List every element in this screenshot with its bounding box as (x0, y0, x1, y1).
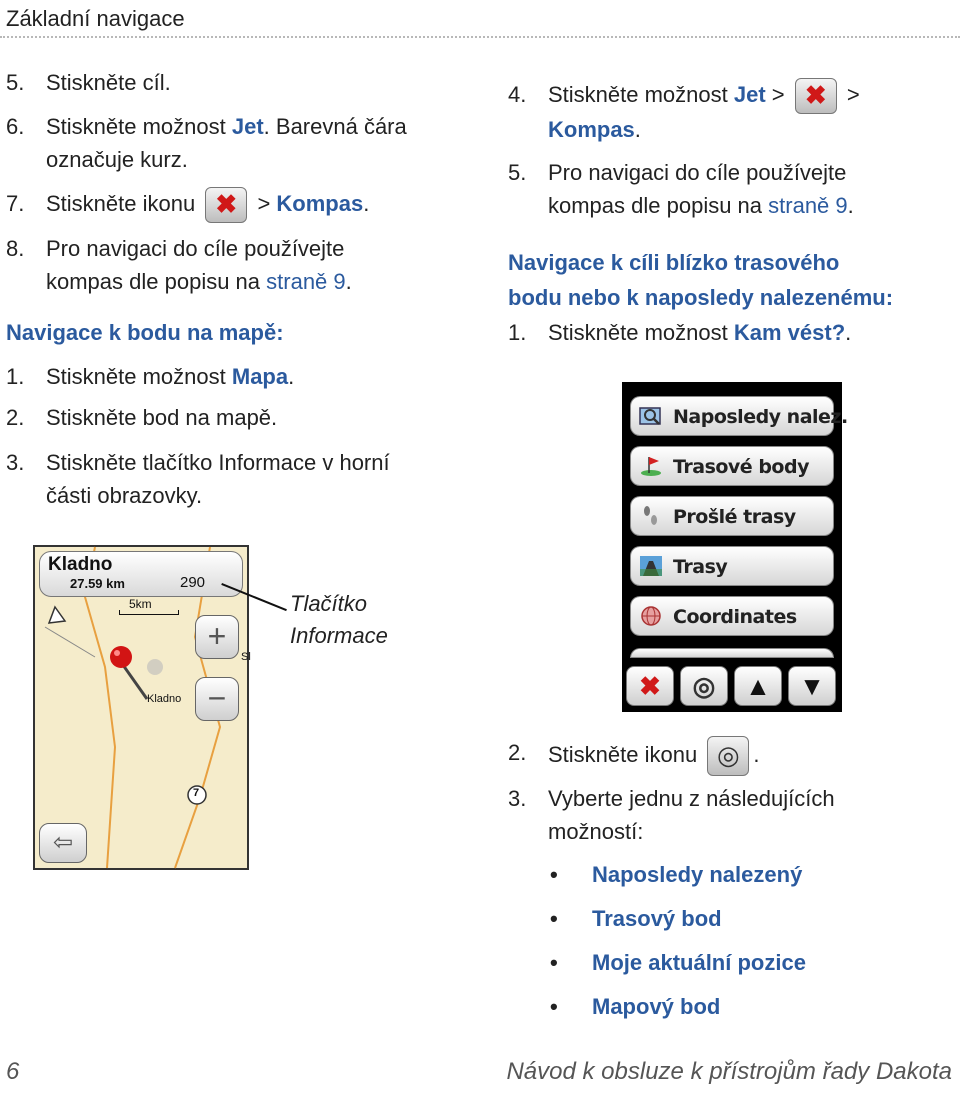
step-5: 5. Stiskněte cíl. (6, 70, 171, 95)
arrow-down-icon[interactable]: ▼ (788, 666, 836, 706)
road-number: 7 (193, 787, 200, 799)
menu-item-coordinates[interactable]: Coordinates (630, 596, 834, 636)
option-bullet: • Trasový bod (550, 906, 722, 931)
section-heading-waypoint: Navigace k cíli blízko trasového (508, 250, 840, 275)
info-button[interactable] (39, 551, 243, 597)
footprints-icon (639, 505, 663, 527)
close-icon: ✖ (795, 78, 837, 114)
device-menu-screenshot (622, 382, 848, 712)
menu-item-recent-finds[interactable]: Naposledy nalez. (630, 396, 834, 436)
step-1-map: 1. Stiskněte možnost Mapa. (6, 364, 295, 389)
page-9-link[interactable]: straně 9 (266, 269, 346, 294)
step-3-right-cont: možností: (548, 819, 644, 844)
step-3-map: 3. Stiskněte tlačítko Informace v horní (6, 450, 390, 475)
menu-item-tracks[interactable]: Prošlé trasy (630, 496, 834, 536)
manual-title: Návod k obsluze k přístrojům řady Dakota (506, 1058, 952, 1085)
option-bullet: • Naposledy nalezený (550, 862, 803, 887)
step-5-right: 5. Pro navigaci do cíle používejte (508, 160, 847, 185)
info-button-callout: Tlačítko Informace (290, 591, 388, 648)
menu-item-waypoints[interactable]: Trasové body (630, 446, 834, 486)
step-2-right: 2. Stiskněte ikonu ◎ . (508, 736, 948, 776)
page-header-title: Základní navigace (6, 6, 185, 31)
page-number: 6 (6, 1058, 20, 1085)
arrow-up-icon[interactable]: ▲ (734, 666, 782, 706)
section-heading-waypoint-cont: bodu nebo k naposledy nalezenému: (508, 285, 894, 310)
step-1-right: 1. Stiskněte možnost Kam vést?. (508, 320, 852, 345)
target-icon[interactable]: ◎ (680, 666, 728, 706)
map-edge-label: Sl (241, 651, 251, 663)
flag-icon (639, 455, 663, 477)
step-4-right: 4. Stiskněte možnost Jet > ✖ > (508, 78, 948, 118)
step-5-right-cont: kompas dle popisu na straně 9. (548, 193, 854, 218)
road-icon (639, 555, 663, 577)
header-divider (0, 36, 960, 38)
map-scale-label: 5km (129, 597, 152, 611)
map-distance: 27.59 km (70, 576, 125, 591)
map-place-label: Kladno (147, 693, 182, 705)
zoom-out-button[interactable]: − (195, 677, 239, 721)
option-jet: Jet (231, 114, 264, 139)
step-3-right: 3. Vyberte jednu z následujících (508, 786, 835, 811)
close-icon[interactable]: ✖ (626, 666, 674, 706)
map-scale-bar (119, 610, 179, 615)
section-heading-map-point: Navigace k bodu na mapě: (6, 320, 284, 345)
step-4-right-cont: Kompas. (548, 117, 641, 142)
menu-item-routes[interactable]: Trasy (630, 546, 834, 586)
option-mapa: Mapa (231, 364, 289, 389)
back-button[interactable]: ⇦ (39, 823, 87, 863)
globe-icon (639, 605, 663, 627)
option-bullet: • Mapový bod (550, 994, 721, 1019)
step-6: 6. Stiskněte možnost Jet. Barevná čára (6, 114, 407, 139)
step-6-cont: označuje kurz. (46, 147, 188, 172)
map-screenshot (33, 545, 249, 870)
step-7: 7. Stiskněte ikonu ✖ > Kompas. (6, 187, 446, 227)
zoom-in-button[interactable]: + (195, 615, 239, 659)
map-city-label: Kladno (48, 554, 113, 575)
step-8-cont: kompas dle popisu na straně 9. (46, 269, 352, 294)
map-heading: 290 (180, 574, 206, 591)
step-3-map-cont: části obrazovky. (46, 483, 203, 508)
close-icon: ✖ (205, 187, 247, 223)
target-icon: ◎ (707, 736, 749, 776)
menu-item-partial (630, 648, 834, 658)
option-kompas: Kompas (276, 191, 364, 216)
page-9-link[interactable]: straně 9 (768, 193, 848, 218)
step-8: 8. Pro navigaci do cíle používejte (6, 236, 345, 261)
step-2-map: 2. Stiskněte bod na mapě. (6, 405, 278, 430)
option-bullet: • Moje aktuální pozice (550, 950, 806, 975)
map-search-icon (639, 405, 663, 427)
